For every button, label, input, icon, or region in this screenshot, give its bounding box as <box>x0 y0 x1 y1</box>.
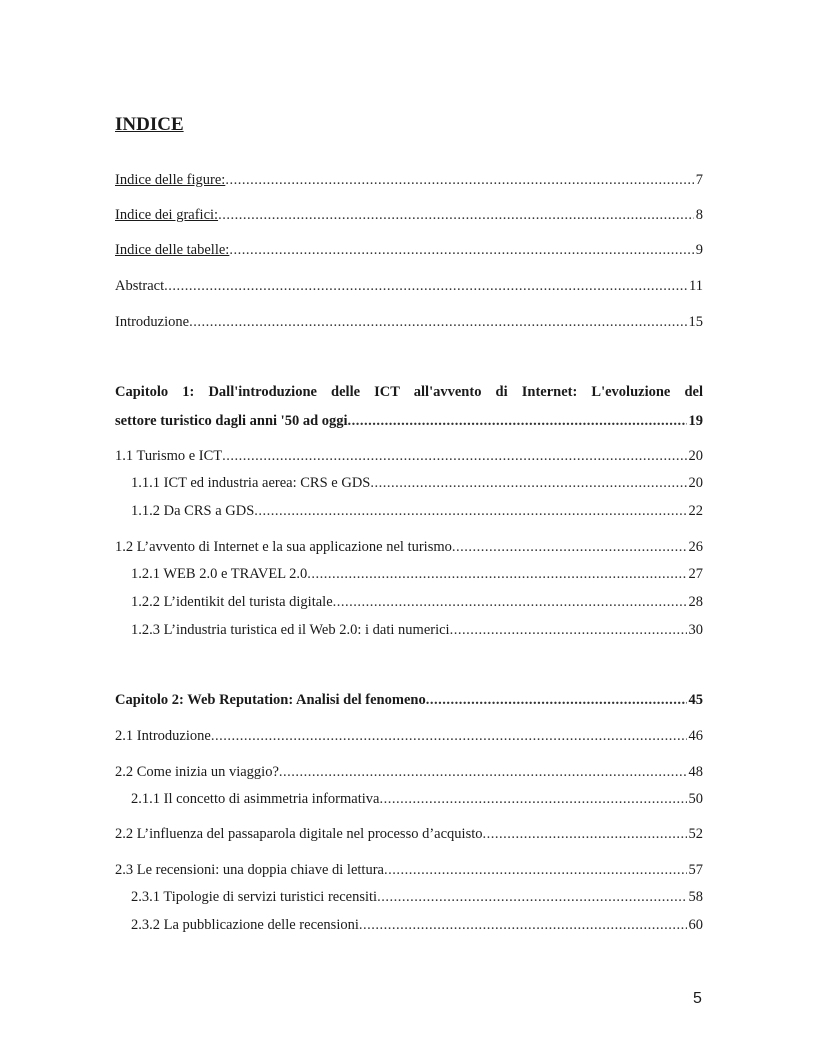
toc-page: 45 <box>688 692 703 708</box>
toc-entry-1-2-1 <box>131 564 703 584</box>
toc-label: 1.2.3 L’industria turistica ed il Web 2.0: i dati numerici <box>131 622 450 638</box>
dot-leader <box>370 473 686 493</box>
toc-page: 46 <box>688 728 703 744</box>
toc-page: 58 <box>688 889 703 905</box>
toc-page: 20 <box>688 448 703 464</box>
dot-leader <box>359 915 687 935</box>
toc-page: 30 <box>688 622 703 638</box>
toc-entry-2-1-1 <box>131 789 703 809</box>
toc-entry-2-3-1 <box>131 887 703 907</box>
dot-leader <box>384 860 687 880</box>
toc-page: 52 <box>688 826 703 842</box>
toc-entry-2-2b <box>115 824 703 844</box>
chapter1-heading-line1: Capitolo 1: Dall'introduzione delle ICT all'avvento di Internet: L'evoluzione del <box>115 384 703 400</box>
toc-label: 1.2.1 WEB 2.0 e TRAVEL 2.0 <box>131 566 308 582</box>
dot-leader <box>379 789 686 809</box>
dot-leader <box>348 411 687 431</box>
toc-page: 28 <box>688 594 703 610</box>
toc-entry-2-1 <box>115 726 703 746</box>
toc-page: 26 <box>688 539 703 555</box>
toc-label: 2.3 Le recensioni: una doppia chiave di lettura <box>115 862 384 878</box>
toc-label: 1.1.2 Da CRS a GDS <box>131 503 255 519</box>
chapter1-heading-line2 <box>115 411 703 431</box>
toc-entry-tables[interactable] <box>115 240 703 260</box>
dot-leader <box>333 592 687 612</box>
toc-label: 2.3.2 La pubblicazione delle recensioni <box>131 917 359 933</box>
toc-label: 1.1 Turismo e ICT <box>115 448 223 464</box>
toc-page: 11 <box>689 278 703 294</box>
dot-leader <box>222 446 686 466</box>
dot-leader <box>211 726 687 746</box>
dot-leader <box>218 205 694 225</box>
toc-entry-1-1-2 <box>131 501 703 521</box>
toc-page: 57 <box>688 862 703 878</box>
toc-entry-1-2-3 <box>131 620 703 640</box>
toc-page: 50 <box>688 791 703 807</box>
dot-leader <box>307 564 686 584</box>
toc-entry-1-2-2 <box>131 592 703 612</box>
toc-label[interactable]: Indice delle tabelle: <box>115 242 230 258</box>
dot-leader <box>225 170 693 190</box>
toc-page: 19 <box>688 413 703 429</box>
toc-entry-charts[interactable] <box>115 205 703 225</box>
dot-leader <box>452 537 687 557</box>
toc-label: 1.2 L’avvento di Internet e la sua applicazione nel turismo <box>115 539 452 555</box>
dot-leader <box>482 824 686 844</box>
toc-label: 1.1.1 ICT ed industria aerea: CRS e GDS <box>131 475 371 491</box>
toc-label: 2.3.1 Tipologie di servizi turistici recensiti <box>131 889 378 905</box>
toc-label[interactable]: Indice delle figure: <box>115 172 226 188</box>
toc-page: 60 <box>688 917 703 933</box>
toc-label: settore turistico dagli anni '50 ad oggi <box>115 413 348 429</box>
toc-label: 2.2 Come inizia un viaggio? <box>115 764 279 780</box>
toc-entry-2-2 <box>115 762 703 782</box>
toc-entry-1-1 <box>115 446 703 466</box>
toc-page: 22 <box>688 503 703 519</box>
toc-entry-1-2 <box>115 537 703 557</box>
dot-leader <box>377 887 686 907</box>
dot-leader <box>229 240 693 260</box>
toc-page: 9 <box>695 242 703 258</box>
toc-page: 27 <box>688 566 703 582</box>
toc-page: 7 <box>695 172 703 188</box>
toc-page: 20 <box>688 475 703 491</box>
dot-leader <box>164 276 687 296</box>
dot-leader <box>426 690 687 710</box>
toc-label: Abstract <box>115 278 165 294</box>
toc-label: 2.2 L’influenza del passaparola digitale nel processo d’acquisto <box>115 826 483 842</box>
toc-entry-introduction <box>115 312 703 332</box>
toc-label: Introduzione <box>115 314 190 330</box>
toc-label: 1.2.2 L’identikit del turista digitale <box>131 594 333 610</box>
toc-entry-figures[interactable] <box>115 170 703 190</box>
page-title: INDICE <box>115 114 184 135</box>
page-number: 5 <box>693 990 702 1007</box>
dot-leader <box>450 620 687 640</box>
toc-page: 48 <box>688 764 703 780</box>
toc-label: Capitolo 2: Web Reputation: Analisi del fenomeno <box>115 692 426 708</box>
toc-label: 2.1.1 Il concetto di asimmetria informativa <box>131 791 380 807</box>
toc-entry-2-3-2 <box>131 915 703 935</box>
toc-entry-abstract <box>115 276 703 296</box>
toc-label[interactable]: Indice dei grafici: <box>115 207 219 223</box>
toc-entry-2-3 <box>115 860 703 880</box>
dot-leader <box>254 501 686 521</box>
dot-leader <box>279 762 687 782</box>
chapter2-heading <box>115 690 703 710</box>
toc-label: 2.1 Introduzione <box>115 728 211 744</box>
toc-entry-1-1-1 <box>131 473 703 493</box>
toc-page: 15 <box>688 314 703 330</box>
dot-leader <box>189 312 686 332</box>
toc-page: 8 <box>695 207 703 223</box>
